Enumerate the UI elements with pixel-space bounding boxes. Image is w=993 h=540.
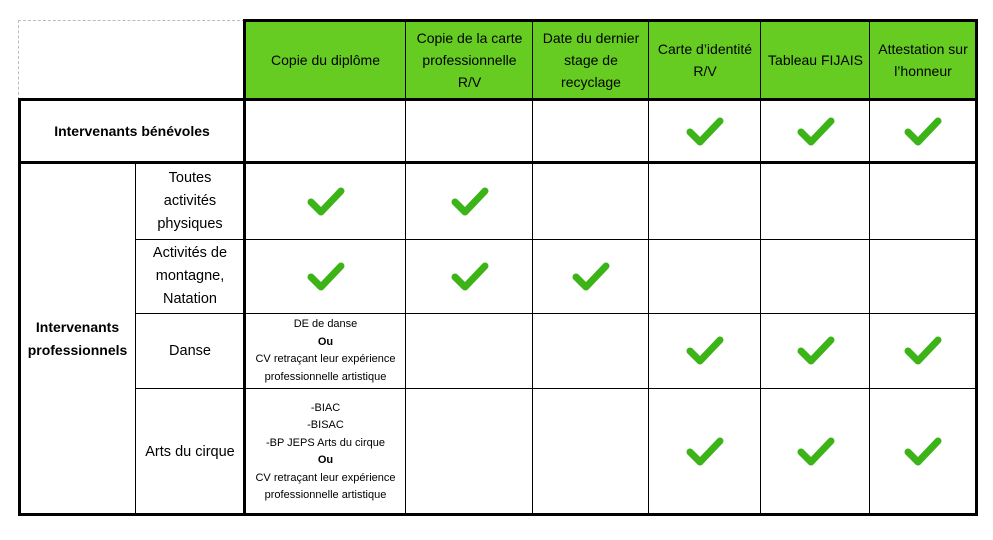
subrow-label-danse: Danse xyxy=(169,342,211,359)
border-label-column xyxy=(243,19,246,516)
header-date-recyclage: Date du dernier stage de recyclage xyxy=(533,21,649,99)
checkmark-icon xyxy=(571,260,611,294)
line-col-2 xyxy=(532,20,533,515)
subrow-label-montagne-natation: Activités de montagne, Natation xyxy=(152,245,228,307)
subrow-label-toutes-activites: Toutes activités physiques xyxy=(157,170,223,232)
checkmark-icon xyxy=(903,334,943,368)
header-attestation-honneur: Attestation sur l’honneur xyxy=(870,21,976,99)
border-right xyxy=(975,19,978,516)
line-row-3 xyxy=(135,388,976,389)
header-carte-professionnelle: Copie de la carte professionnelle R/V xyxy=(406,21,533,99)
checkmark-icon xyxy=(796,435,836,469)
line-col-5 xyxy=(869,20,870,515)
line-col-1 xyxy=(405,20,406,515)
border-top xyxy=(243,19,978,22)
checkmark-icon xyxy=(685,115,725,149)
border-bottom xyxy=(18,513,978,516)
line-col-3 xyxy=(648,20,649,515)
checkmark-icon xyxy=(796,334,836,368)
cirque-diploma-details: -BIAC -BISAC -BP JEPS Arts du cirque Ou CV retraçant leur expérience professionnelle artistique xyxy=(255,401,396,501)
header-carte-identite: Carte d’identité R/V xyxy=(649,21,761,99)
line-row-1 xyxy=(135,239,976,240)
checkmark-icon xyxy=(450,260,490,294)
checkmark-icon xyxy=(306,185,346,219)
header-copie-diplome: Copie du diplôme xyxy=(245,21,406,99)
border-benevoles-bottom xyxy=(18,161,978,164)
line-row-2 xyxy=(135,313,976,314)
subrow-label-arts-cirque: Arts du cirque xyxy=(145,443,235,460)
row-label-professionnels: Intervenants professionnels xyxy=(27,319,128,358)
line-sublabel-left xyxy=(135,163,136,515)
checkmark-icon xyxy=(685,334,725,368)
checkmark-icon xyxy=(306,260,346,294)
border-header-bottom xyxy=(18,98,978,101)
checkmark-icon xyxy=(685,435,725,469)
line-col-4 xyxy=(760,20,761,515)
row-label-benevoles: Intervenants bénévoles xyxy=(54,123,210,139)
header-tableau-fijais: Tableau FIJAIS xyxy=(761,21,870,99)
danse-diploma-details: DE de danse Ou CV retraçant leur expérience professionnelle artistique xyxy=(255,318,396,383)
checkmark-icon xyxy=(796,115,836,149)
checkmark-icon xyxy=(903,435,943,469)
checkmark-icon xyxy=(450,185,490,219)
border-left xyxy=(18,98,21,516)
checkmark-icon xyxy=(903,115,943,149)
